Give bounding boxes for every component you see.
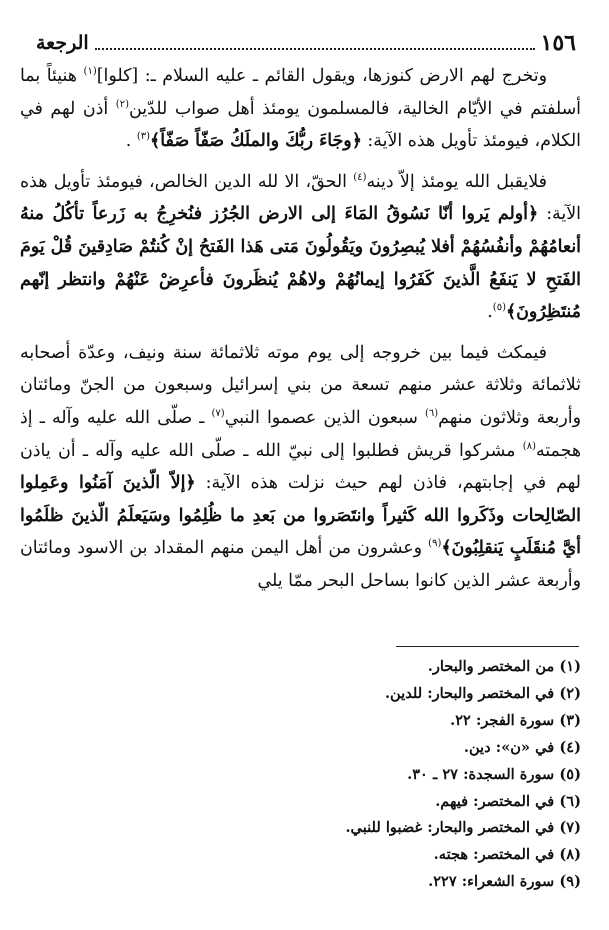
text-span: وتخرج لهم الارض كنوزها، ويقول القائم ـ عليه السلام ـ: [كلوا] xyxy=(96,66,547,86)
footnote-ref-2: (٢) xyxy=(115,98,129,110)
text-span: فلايقبل الله يومئذ إلاّ دينه xyxy=(366,171,548,192)
footnote-ref-9: (٩) xyxy=(428,538,442,550)
header-dotted-leader xyxy=(95,48,535,50)
page-header xyxy=(36,28,576,58)
paragraph-2 xyxy=(20,166,581,329)
quran-verse: ﴿أولم يَروا أنّا نَسُوقُ المَاءَ إلى الارض الجُرُز فنُخرِجُ به زَرعاً تأكُلُ منهُ أنعامُهُمْ وأنفُسُهُمْ أفلا يُبصِرُونَ ويَقُولُونَ مَتى هَذا الفَتحُ إنْ كُنتُمْ صَادِقينَ قُلْ يَومَ الفَتحِ لا يَنفَعُ الَّذينَ كَفَرُوا إيمانُهُمْ ولاهُمْ يُنظَرونَ فأعرِضْ عَنْهُمْ وانتظر إنّهم مُنتَظِرُونَ﴾ xyxy=(20,204,581,323)
quran-verse: ﴿وجَاءَ ربُّكَ والملَكُ صَفّاً صَفّاً﴾ xyxy=(150,131,362,152)
footnote-ref-1: (١) xyxy=(83,66,97,78)
footnote-3: (٣) سورة الفجر: ٢٢. xyxy=(450,711,581,729)
text-span: أذن لهم في الكلام، فيومئذ تأويل هذه الآية: xyxy=(20,98,581,152)
footnotes xyxy=(40,654,581,896)
running-title: الرجعة xyxy=(36,32,89,54)
text-span: . xyxy=(125,131,137,152)
footnote-1: (١) من المختصر والبحار. xyxy=(427,658,581,675)
footnote-ref-8: (٨) xyxy=(522,440,536,452)
paragraph-3 xyxy=(20,337,581,598)
footnote-2: (٢) في المختصر والبحار: للدين. xyxy=(384,684,581,702)
text-span: . xyxy=(487,302,493,323)
footnote-4: (٤) في «ن»: دين. xyxy=(463,738,581,756)
paragraph-1 xyxy=(20,60,581,158)
text-span: مشركوا قريش فطلبوا إلى نبيّ الله ـ صلّى الله عليه وآله ـ أن ياذن لهم في إجابتهم، فاذن لهم حيث نزلت هذه الآية: xyxy=(20,440,581,494)
footnote-separator xyxy=(396,646,579,647)
footnote-7: (٧) في المختصر والبحار: غضبوا للنبي. xyxy=(345,819,581,837)
footnote-6: (٦) في المختصر: فيهم. xyxy=(435,792,581,810)
footnote-5: (٥) سورة السجدة: ٢٧ ـ ٣٠. xyxy=(407,765,581,783)
footnote-9: (٩) سورة الشعراء: ٢٢٧. xyxy=(428,873,581,891)
footnote-ref-3: (٣) xyxy=(136,131,151,143)
text-span: فيمكث فيما بين خروجه إلى يوم موته ثلاثمائة سنة ونيف، وعدّة أصحابه ثلاثمائة وثلاثة عشر منهم تسعة من بني إسرائيل وسبعون من الجنّ ومائتان وأربعة وثلاثون منهم xyxy=(20,342,581,428)
footnote-ref-5: (٥) xyxy=(492,302,506,314)
quran-verse: ﴿إلاّ الّذينَ آمَنُوا وعَمِلوا الصّالِحات وذَكَروا الله كَثيراً وانتَصَروا من بَعدِ ما ظُلِمُوا وسَيَعلَمُ الّذينَ ظلَمُوا أيَّ مُنقَلَبٍ يَنقلِبُونَ﴾ xyxy=(20,473,581,559)
footnote-ref-7: (٧) xyxy=(211,408,225,420)
footnote-ref-4: (٤) xyxy=(353,171,367,183)
main-text xyxy=(20,60,581,598)
text-span: سبعون الذين عصموا النبي xyxy=(224,407,425,428)
text-span: هنيئاً بما أسلفتم في الأيّام الخالية، فالمسلمون يومئذ أهل صواب للدّين xyxy=(20,66,581,119)
footnote-ref-6: (٦) xyxy=(424,408,439,420)
text-span: وعشرون من أهل اليمن منهم المقداد بن الاسود ومائتان وأربعة عشر الذين كانوا بساحل البحر ممّا يلي xyxy=(20,538,581,591)
text-span: الحقّ، الا لله الدين الخالص، فيومئذ تأويل هذه الآية: xyxy=(20,171,581,225)
text-span: ـ صلّى الله عليه وآله ـ إذ هجمته xyxy=(20,407,581,461)
page-number: ١٥٦ xyxy=(540,30,576,56)
footnote-8: (٨) في المختصر: هجته. xyxy=(433,846,581,864)
